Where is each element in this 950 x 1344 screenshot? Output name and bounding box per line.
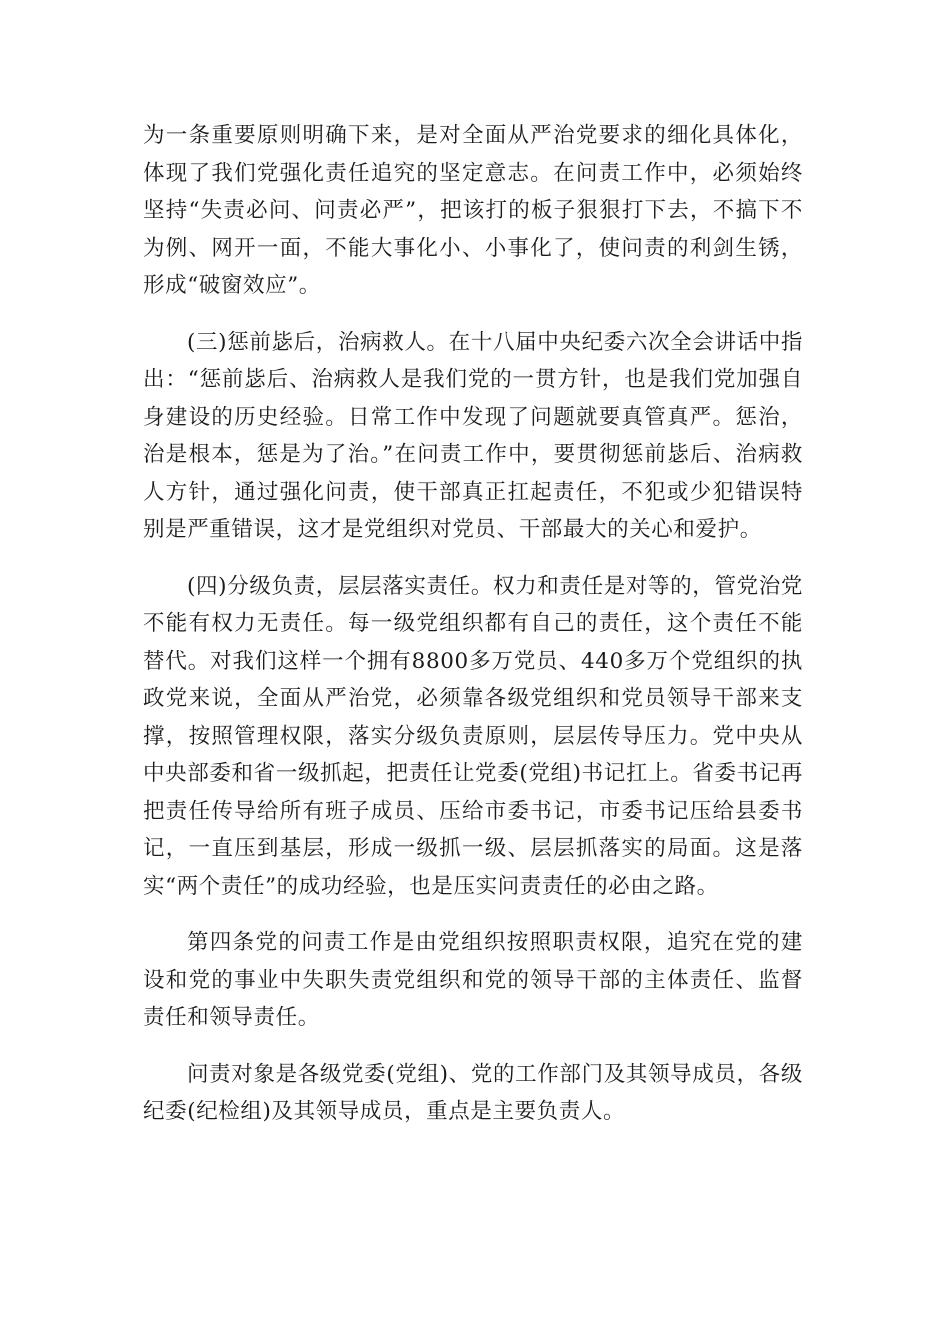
document-body — [143, 117, 803, 1131]
paragraph-section-three: (三)惩前毖后，治病救人。在十八届中央纪委六次全会讲话中指出：“惩前毖后、治病救人是我们党的一贯方针，也是我们党加强自身建设的历史经验。日常工作中发现了问题就要真管真严。惩治，治是根本，惩是为了治。”在问责工作中，要贯彻惩前毖后、治病救人方针，通过强化问责，使干部真正扛起责任，不犯或少犯错误特别是严重错误，这才是党组织对党员、干部最大的关心和爱护。 — [143, 329, 803, 542]
paragraph-continuation: 为一条重要原则明确下来，是对全面从严治党要求的细化具体化，体现了我们党强化责任追究的坚定意志。在问责工作中，必须始终坚持“失责必问、问责必严”，把该打的板子狠狠打下去，不搞下不为例、网开一面，不能大事化小、小事化了，使问责的利剑生锈，形成“破窗效应”。 — [143, 123, 803, 298]
paragraph-section-four: (四)分级负责，层层落实责任。权力和责任是对等的，管党治党不能有权力无责任。每一级党组织都有自己的责任，这个责任不能替代。对我们这样一个拥有8800多万党员、440多万个党组织的执政党来说，全面从严治党，必须靠各级党组织和党员领导干部来支撑，按照管理权限，落实分级负责原则，层层传导压力。党中央从中央部委和省一级抓起，把责任让党委(党组)书记扛上。省委书记再把责任传导给所有班子成员、压给市委书记，市委书记压给县委书记，一直压到基层，形成一级抓一级、层层抓落实的局面。这是落实“两个责任”的成功经验，也是压实问责责任的必由之路。 — [143, 573, 803, 899]
paragraph-accountability-targets: 问责对象是各级党委(党组)、党的工作部门及其领导成员，各级纪委(纪检组)及其领导成员，重点是主要负责人。 — [143, 1061, 803, 1124]
paragraph-article-four: 第四条党的问责工作是由党组织按照职责权限，追究在党的建设和党的事业中失职失责党组织和党的领导干部的主体责任、监督责任和领导责任。 — [143, 930, 803, 1030]
